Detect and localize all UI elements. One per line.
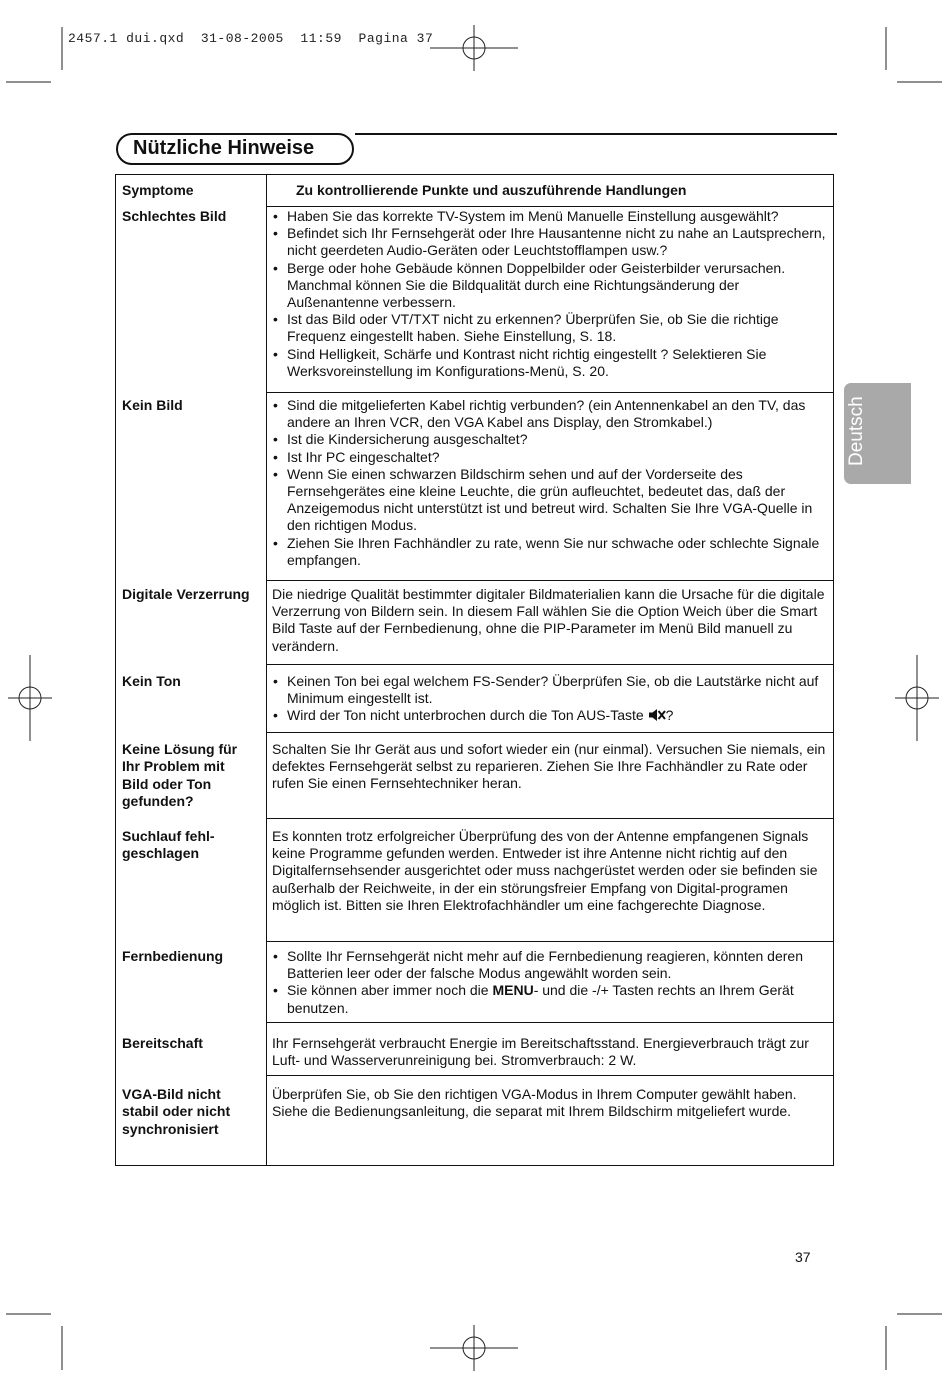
list-item (272, 707, 830, 724)
menu-key-label: MENU (492, 982, 534, 999)
row-divider (266, 732, 834, 733)
list-item: • Ist das Bild oder VT/TXT nicht zu erkennen? Überprüfen Sie, ob Sie die richtige Frequenz eingestellt haben. Siehe Einstellung, S. 18. (272, 311, 830, 345)
row-divider (266, 1022, 834, 1023)
action-kein-ton (272, 673, 830, 725)
symptom-line: stabil oder nicht (122, 1103, 231, 1120)
mute-speaker-icon (648, 708, 666, 722)
list-item-text: - und die -/+ Tasten rechts an Ihrem Gerät benutzen. (287, 982, 794, 1016)
row-divider (266, 392, 834, 393)
row-divider (266, 818, 834, 819)
title-rule (355, 133, 837, 135)
symptom-line: VGA-Bild nicht (122, 1086, 221, 1102)
list-item: • Sind Helligkeit, Schärfe und Kontrast nicht richtig eingestellt ? Selektieren Sie Werksvoreinstellung im Konfigurations-Menü, S. 20. (272, 346, 830, 380)
symptom-fernbedienung: Fernbedienung (122, 948, 224, 964)
table-border-bottom (115, 1165, 834, 1166)
symptom-digitale-verzerrung: Digitale Verzerrung (122, 586, 250, 602)
symptom-suchlauf (122, 828, 262, 863)
row-divider (266, 1075, 834, 1076)
row-divider (266, 206, 834, 207)
action-keine-loesung (272, 741, 830, 793)
symptom-kein-ton: Kein Ton (122, 673, 181, 689)
print-slug: 2457.1 dui.qxd 31-08-2005 11:59 Pagina 37 (68, 31, 434, 46)
action-text: Überprüfen Sie, ob Sie den richtigen VGA-Modus in Ihrem Computer gewählt haben. Siehe die Bedienungsanleitung, die separat mit Ihrem Bildschirm mitgeliefert wurde. (272, 1086, 797, 1120)
table-column-divider (266, 174, 267, 1166)
symptom-vga (122, 1086, 262, 1138)
list-item: • Berge oder hohe Gebäude können Doppelbilder oder Geisterbilder verursachen. Manchmal können Sie die Bildqualität durch eine Richtungsänderung der Außenantenne verbessern. (272, 260, 830, 312)
list-item: • Haben Sie das korrekte TV-System im Menü Manuelle Einstellung ausgewählt? (272, 208, 830, 225)
list-item: • Wenn Sie einen schwarzen Bildschirm sehen und auf der Vorderseite des Fernsehgerätes eine kleine Leuchte, die grün aufleuchtet, bedeutet das, daß der Anzeigemodus nicht unterstützt ist und betreut wird. Schalten Sie Ihre VGA-Quelle in den richtigen Modus. (272, 466, 830, 535)
action-digitale-verzerrung (272, 586, 830, 655)
row-divider (266, 941, 834, 942)
list-item-suffix: ? (665, 707, 674, 724)
symptom-line: Keine Lösung für (122, 741, 238, 757)
table-border-right (833, 174, 834, 1166)
symptom-bereitschaft: Bereitschaft (122, 1035, 203, 1051)
action-kein-bild (272, 397, 830, 569)
action-vga (272, 1086, 830, 1120)
action-bereitschaft (272, 1035, 830, 1069)
language-tab-label: Deutsch (846, 396, 867, 466)
symptom-line: geschlagen (122, 845, 200, 862)
list-item-text: Sie können aber immer noch die (287, 982, 493, 999)
list-item (272, 982, 830, 1016)
action-text: Ihr Fernsehgerät verbraucht Energie im Bereitschaftsstand. Energieverbrauch trägt zur Luft- und Wasserverunreinigung bei. Stromverbrauch: 2 W. (272, 1035, 809, 1069)
table-header-symptom: Symptome (122, 182, 194, 198)
action-suchlauf (272, 828, 830, 914)
table-border-left (115, 174, 116, 1166)
action-text: Die niedrige Qualität bestimmter digitaler Bildmaterialien kann die Ursache für die digitale Verzerrung von Bildern sein. In diesem Fall wählen Sie die Option Weich über die Smart Bild Taste auf der Fernbedienung, ohne die PIP-Parameter im Menü Bild manuell zu verändern. (272, 586, 825, 654)
symptom-line: Bild oder Ton (122, 775, 212, 792)
action-fernbedienung (272, 948, 830, 1017)
row-divider (266, 580, 834, 581)
list-item: • Ist die Kindersicherung ausgeschaltet? (272, 431, 830, 448)
table-header-action: Zu kontrollierende Punkte und auszuführende Handlungen (296, 182, 687, 198)
row-divider (266, 664, 834, 665)
list-item: • Befindet sich Ihr Fernsehgerät oder Ihre Hausantenne nicht zu nahe an Lautsprechern, nicht geerdeten Audio-Geräten oder Leuchtstofflampen usw.? (272, 225, 830, 259)
list-item: • Ziehen Sie Ihren Fachhändler zu rate, wenn Sie nur schwache oder schlechte Signale empfangen. (272, 535, 830, 569)
action-schlechtes-bild (272, 208, 830, 380)
symptom-line: synchronisiert (122, 1120, 219, 1137)
symptom-line: Ihr Problem mit (122, 758, 225, 775)
symptom-line: Suchlauf fehl- (122, 828, 215, 844)
list-item: • Keinen Ton bei egal welchem FS-Sender? Überprüfen Sie, ob die Lautstärke nicht auf Minimum eingestellt ist. (272, 673, 830, 707)
symptom-line: gefunden? (122, 793, 194, 810)
language-tab (844, 383, 911, 484)
list-item: • Ist Ihr PC eingeschaltet? (272, 449, 830, 466)
symptom-keine-loesung (122, 741, 262, 811)
list-item-text: Wird der Ton nicht unterbrochen durch die Ton AUS-Taste (287, 707, 644, 724)
list-item: • Sind die mitgelieferten Kabel richtig verbunden? (ein Antennenkabel an den TV, das andere an Ihren VCR, den VGA Kabel ans Display, den Stromkabel.) (272, 397, 830, 431)
list-item: • Sollte Ihr Fernsehgerät nicht mehr auf die Fernbedienung reagieren, könnten deren Batterien leer oder der falsche Modus angewählt worden sein. (272, 948, 830, 982)
page-title: Nützliche Hinweise (133, 137, 315, 159)
symptom-kein-bild: Kein Bild (122, 397, 183, 413)
symptom-schlechtes-bild: Schlechtes Bild (122, 208, 227, 224)
page-number: 37 (795, 1249, 811, 1265)
action-text: Schalten Sie Ihr Gerät aus und sofort wieder ein (nur einmal). Versuchen Sie niemals, ein defektes Fernsehgerät selbst zu reparieren. Ziehen Sie Ihre Fachhändler zu Rate oder rufen Sie einen Fernsehtechniker heran. (272, 741, 826, 792)
action-text: Es konnten trotz erfolgreicher Überprüfung des von der Antenne empfangenen Signals keine Programme gefunden werden. Entweder ist ihre Antenne nicht richtig auf den Digitalfernsehsender ausgerichtet oder muss nachgerüstet werden oder sie befinden sie außerhalb der Reichweite, in der ein störungsfreier Empfang von Digital-programen möglich ist. Bitten sie Ihren Elektrofachhändler um eine fachgerechte Diagnose. (272, 828, 818, 913)
table-border-top (116, 174, 834, 175)
